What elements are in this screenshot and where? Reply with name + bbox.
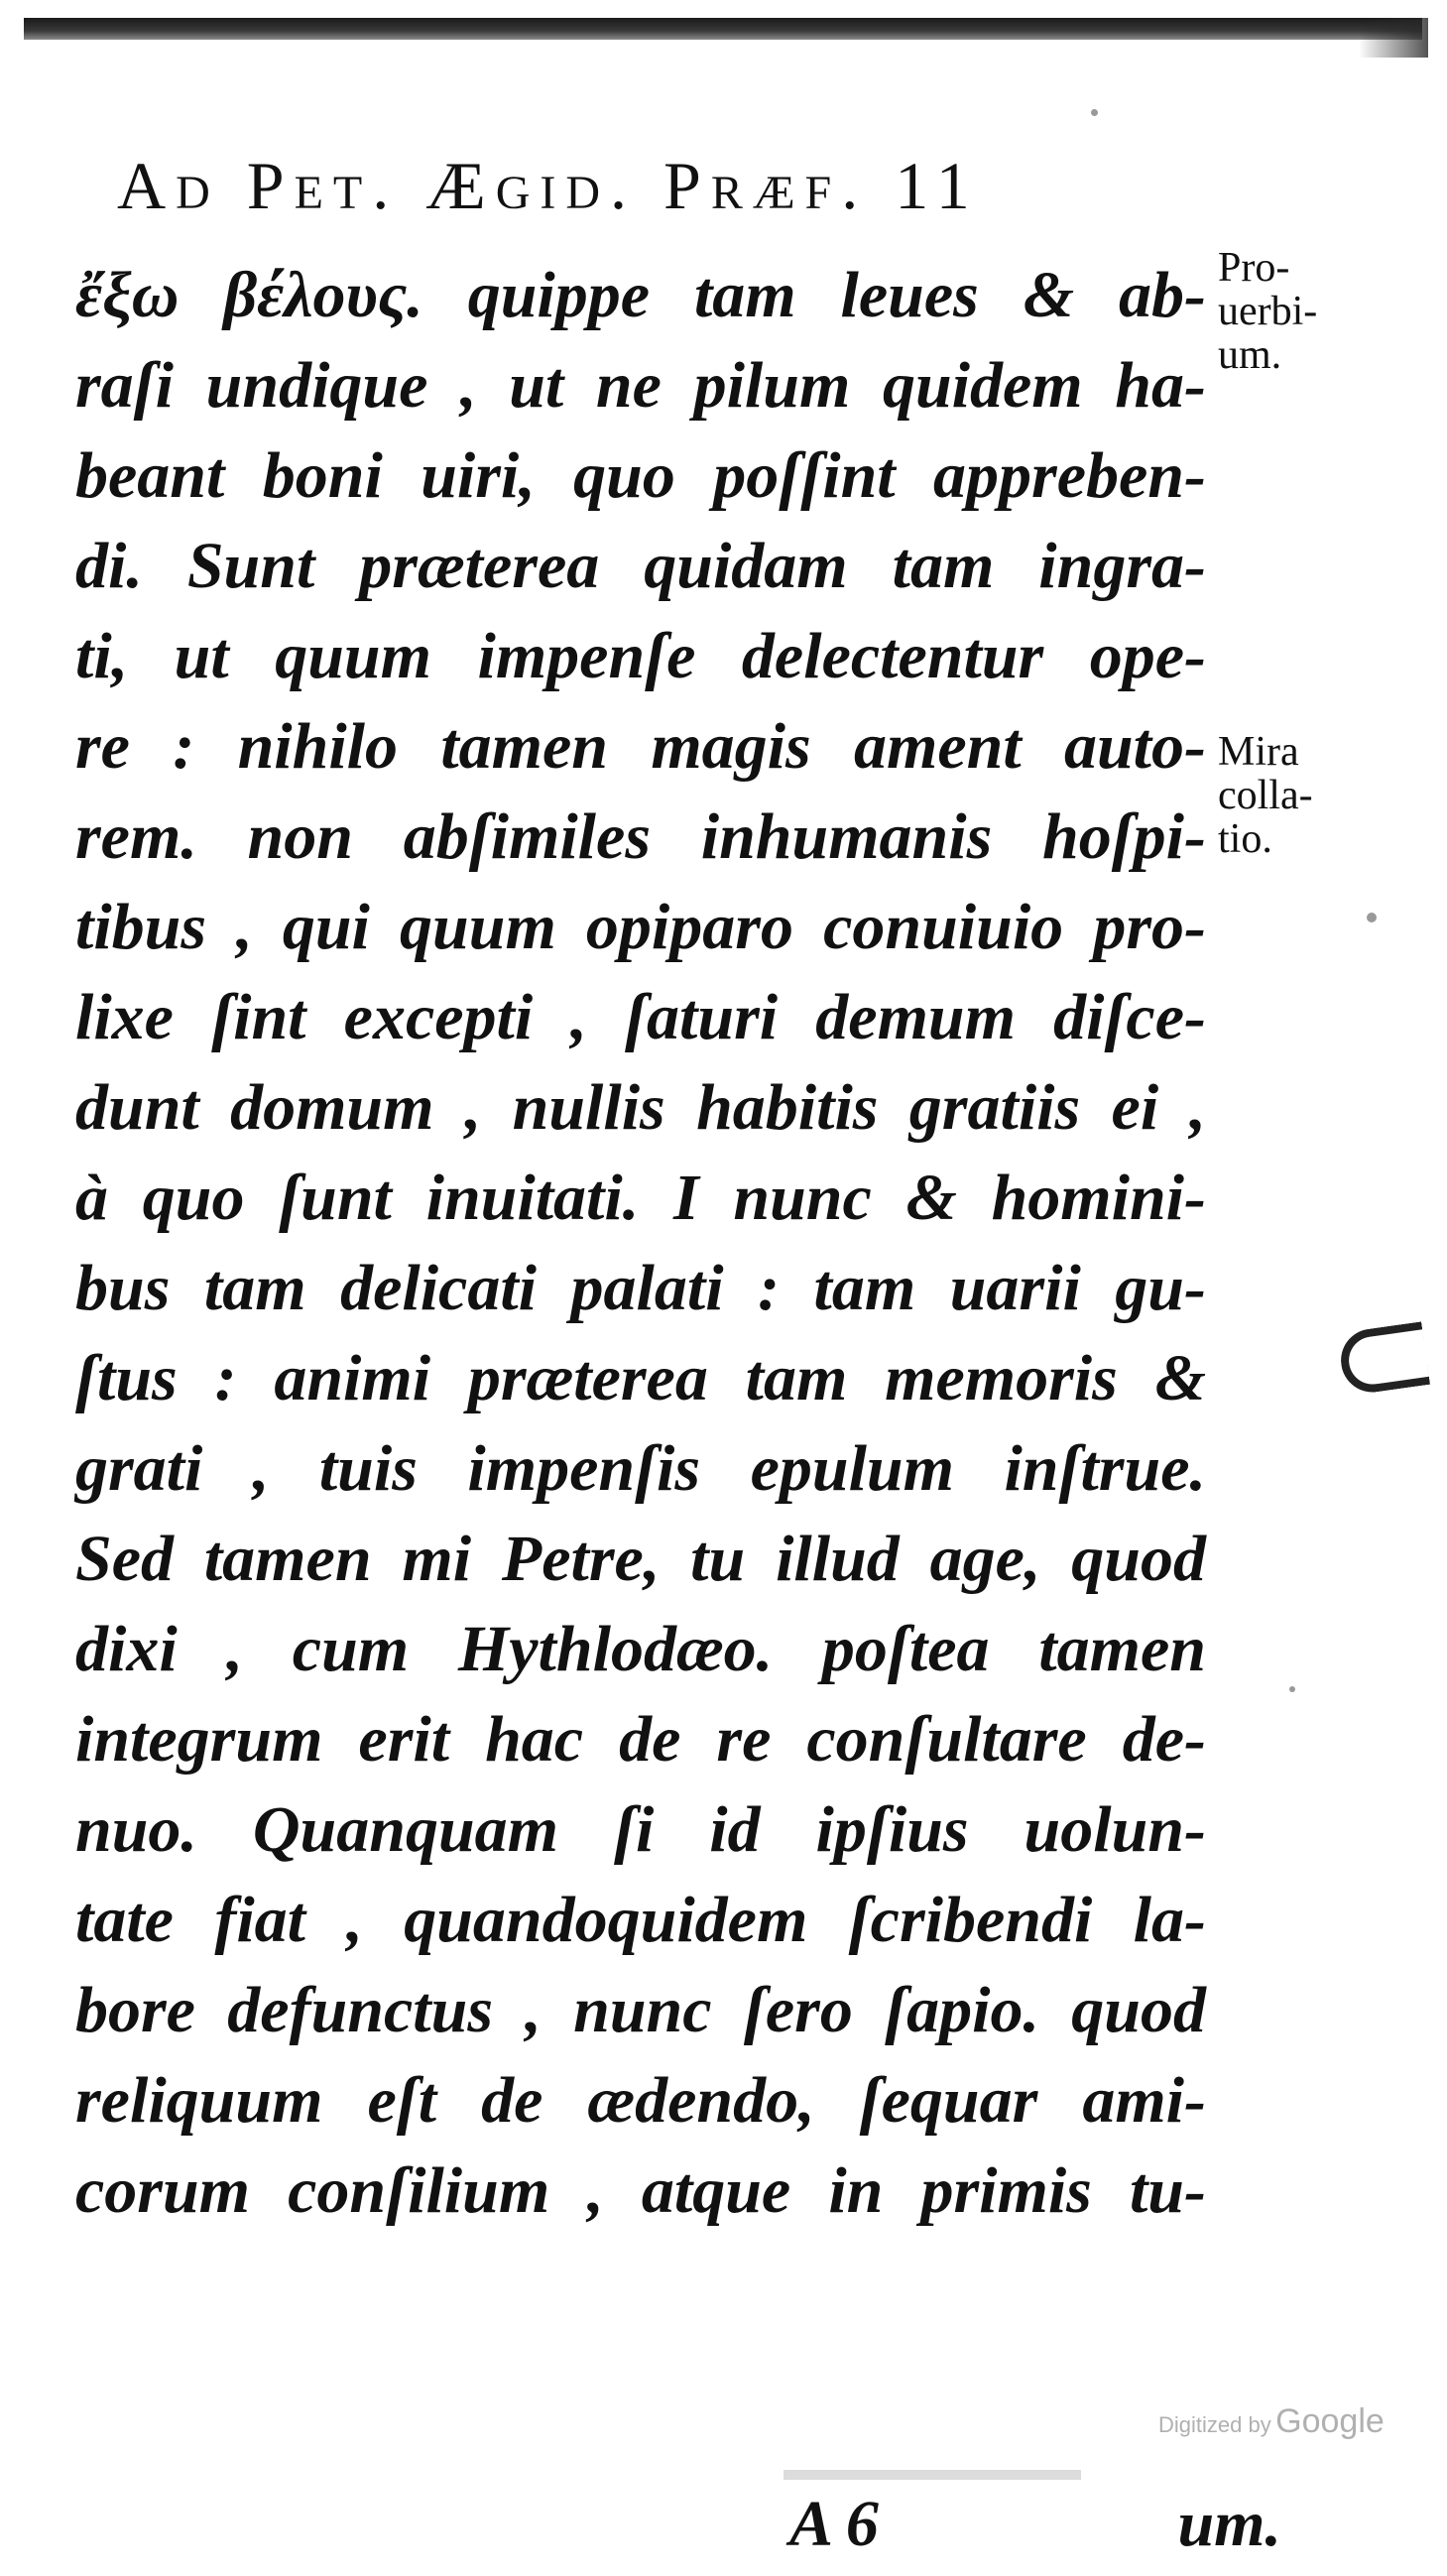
ink-blot-mark — [1337, 1321, 1430, 1396]
paper-speck — [1091, 109, 1098, 116]
catchword: um. — [1177, 2488, 1281, 2560]
text-line: nuo. Quanquam ſi id ipſius uolun- — [75, 1793, 1206, 1866]
text-line: tate fiat , quandoquidem ſcribendi la- — [75, 1884, 1206, 1956]
text-line: reliquum eſt de ædendo, ſequar ami- — [75, 2064, 1206, 2137]
paper-speck — [1367, 913, 1377, 922]
text-line: tibus , qui quum opiparo conuiuio pro- — [75, 891, 1206, 963]
signature-line — [75, 2487, 1281, 2576]
margin-note-line: uerbi- — [1218, 289, 1318, 334]
text-line: raſi undique , ut ne pilum quidem ha- — [75, 349, 1206, 422]
text-line: dunt domum , nullis habitis gratiis ei , — [75, 1071, 1206, 1144]
text-line: di. Sunt præterea quidam tam ingra- — [75, 530, 1206, 602]
text-line: corum conſilium , atque in primis tu- — [75, 2154, 1206, 2227]
text-line: à quo ſunt inuitati. I nunc & homini- — [75, 1162, 1206, 1234]
running-head: Ad Pet. Ægid. Præf. 11 — [117, 148, 980, 223]
text-line: grati , tuis impenſis epulum inſtrue. — [75, 1432, 1206, 1505]
margin-note-proverbium — [1218, 246, 1317, 377]
text-line: Sed tamen mi Petre, tu illud age, quod — [75, 1523, 1206, 1595]
text-line: re : nihilo tamen magis ament auto- — [75, 710, 1206, 783]
digitized-by-footer — [1158, 2402, 1385, 2441]
scan-bottom-edge — [784, 2470, 1081, 2480]
margin-note-line: colla- — [1218, 773, 1313, 818]
margin-note-line: um. — [1218, 332, 1282, 378]
signature-mark: A 6 — [789, 2488, 879, 2560]
page-top-edge — [24, 18, 1422, 40]
text-line: lixe ſint excepti , ſaturi demum diſce- — [75, 981, 1206, 1053]
google-logo: Google — [1275, 2402, 1385, 2440]
margin-note-line: Mira — [1218, 729, 1299, 775]
text-line: ſtus : animi præterea tam memoris & — [75, 1342, 1206, 1414]
margin-note-line: Pro- — [1218, 245, 1290, 291]
margin-note-line: tio. — [1218, 816, 1272, 862]
text-line: bus tam delicati palati : tam uarii gu- — [75, 1252, 1206, 1324]
text-line: ἔξω βέλους. quippe tam leues & ab- — [75, 259, 1206, 331]
text-line: beant boni uiri, quo poſſint appreben- — [75, 439, 1206, 512]
text-line: integrum erit hac de re conſultare de- — [75, 1703, 1206, 1776]
text-line: bore defunctus , nunc ſero ſapio. quod — [75, 1974, 1206, 2046]
digitized-by-label: Digitized by — [1158, 2412, 1271, 2437]
text-line: ti, ut quum impenſe delectentur ope- — [75, 620, 1206, 692]
text-line: dixi , cum Hythlodæo. poſtea tamen — [75, 1613, 1206, 1685]
margin-note-mira-collatio — [1218, 730, 1313, 861]
paper-speck — [1289, 1686, 1295, 1692]
text-line: rem. non abſimiles inhumanis hoſpi- — [75, 800, 1206, 873]
